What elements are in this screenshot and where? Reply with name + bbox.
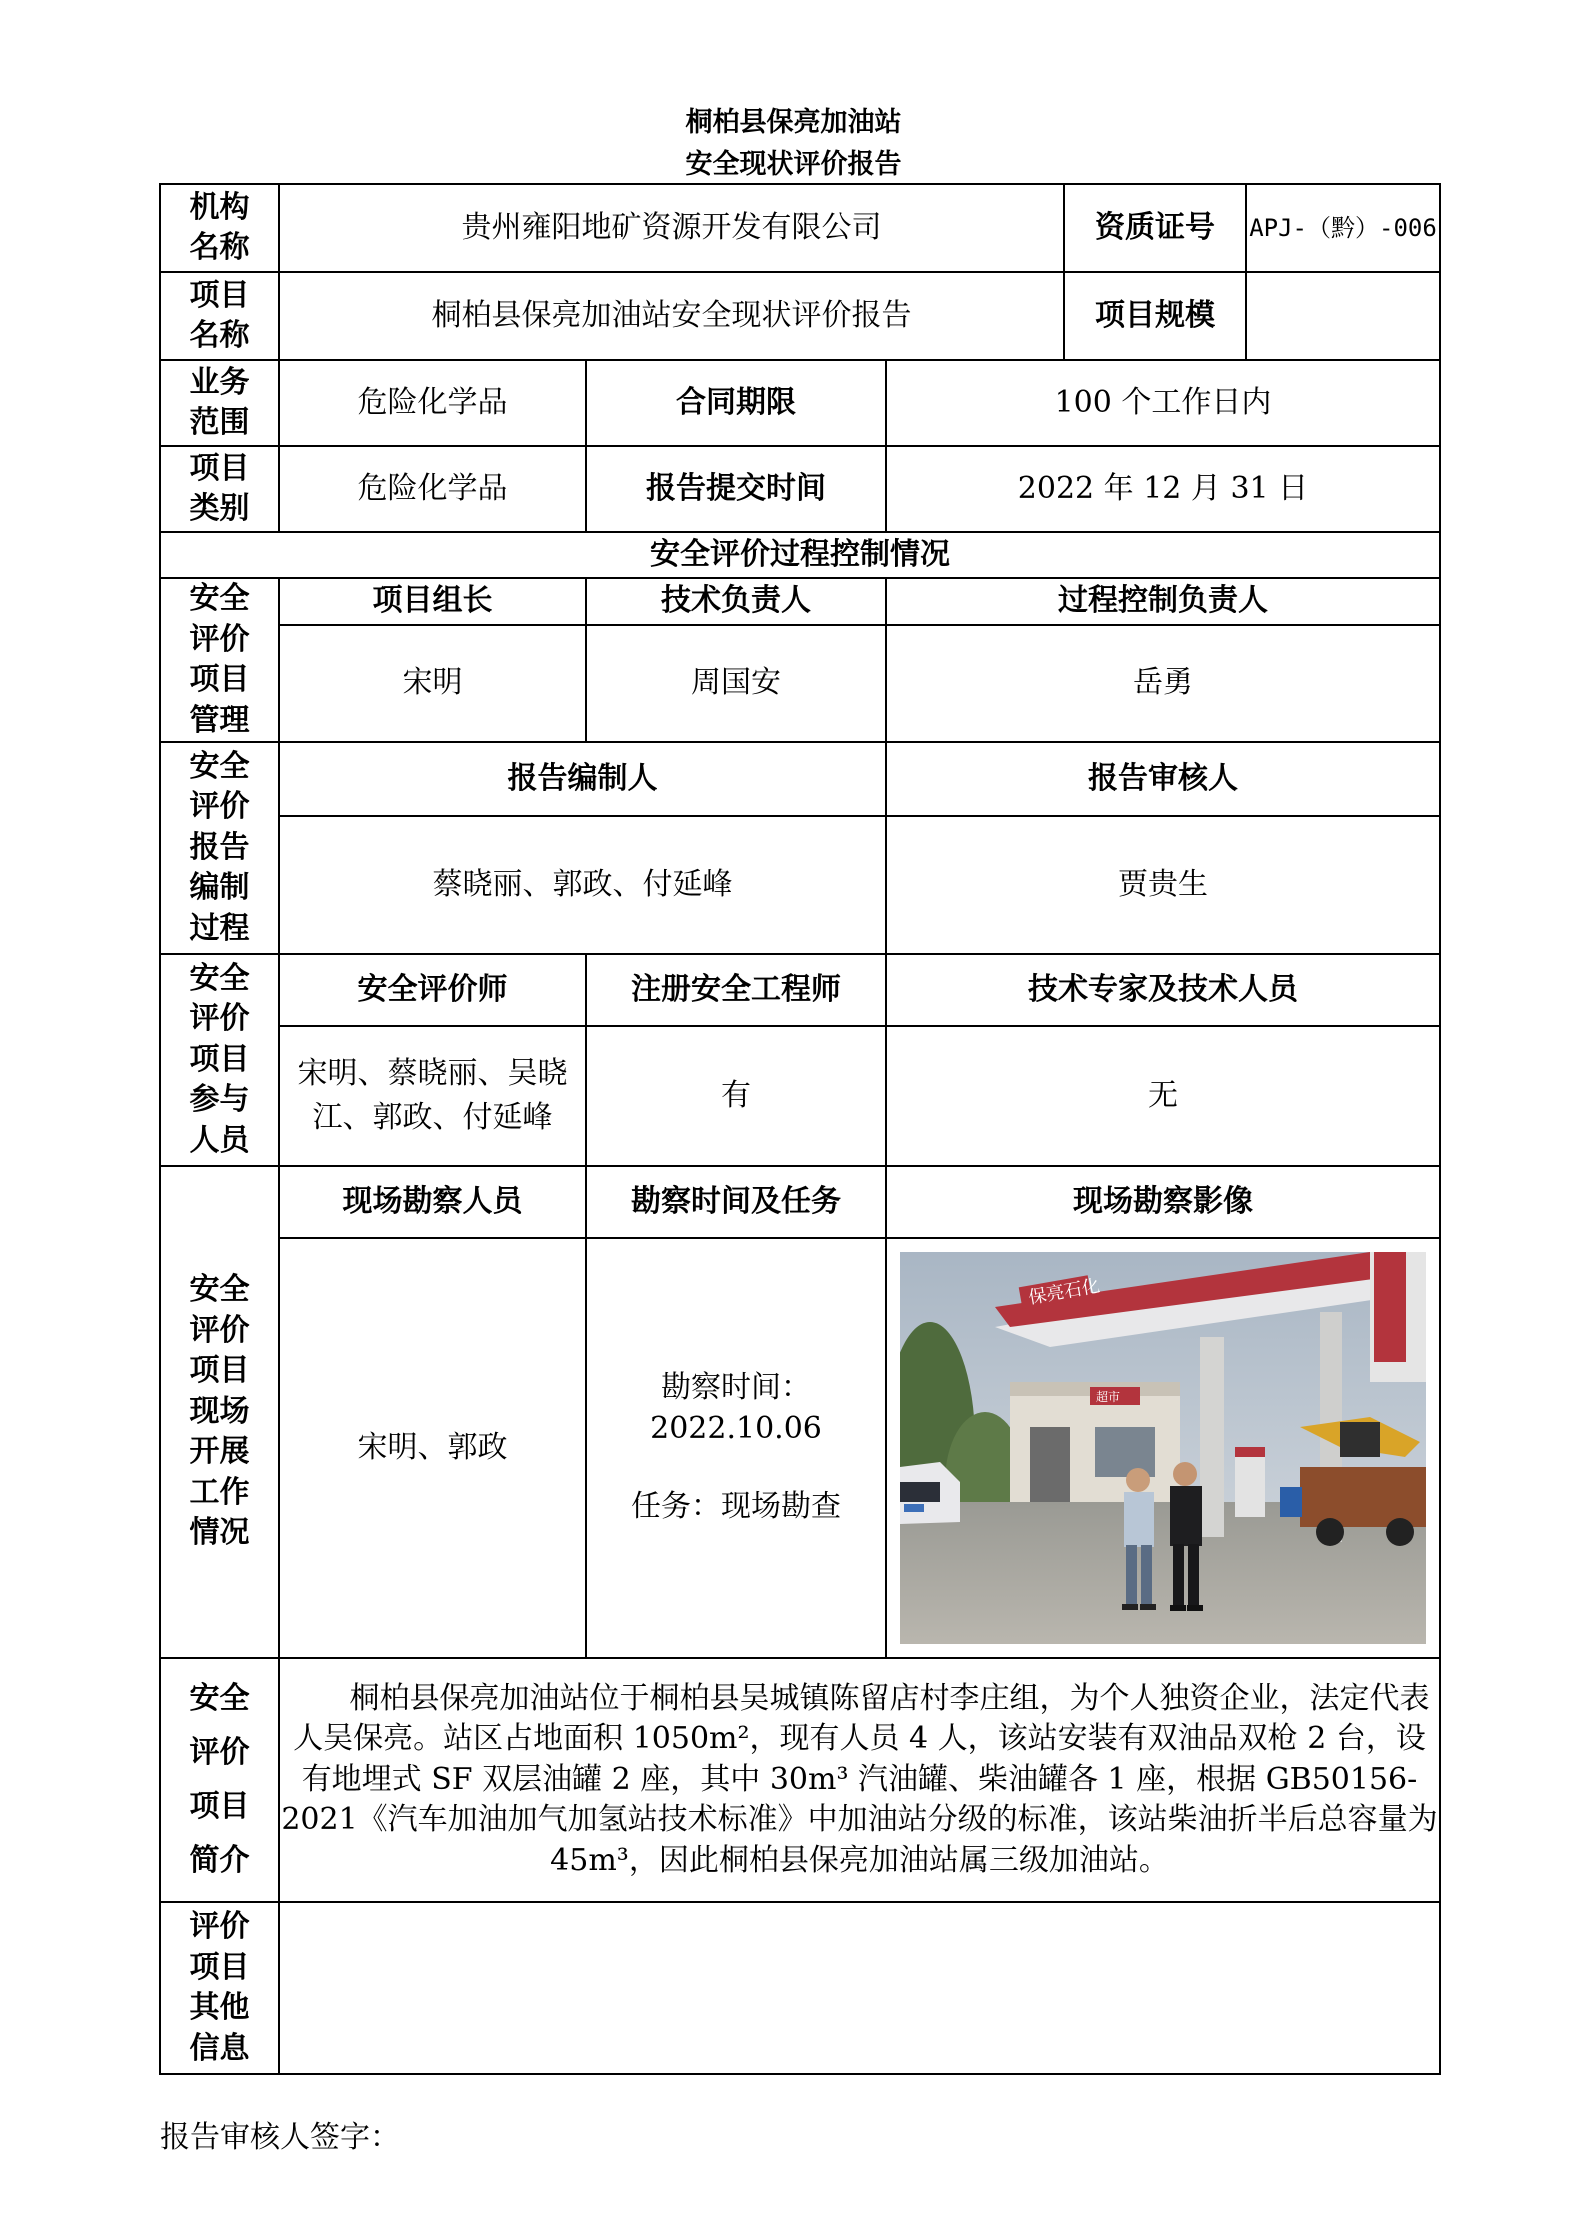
row-management-values xyxy=(160,625,1440,742)
gas-station-photo xyxy=(900,1252,1426,1644)
label-business: 业务 范围 xyxy=(160,360,279,446)
survey-time: 勘察时间：2022.10.06 xyxy=(650,1370,822,1446)
head-tech: 技术负责人 xyxy=(586,578,886,625)
label-site: 安全 评价 项目 现场 开展 工作 情况 xyxy=(160,1166,279,1658)
value-project: 桐柏县保亮加油站安全现状评价报告 xyxy=(279,272,1064,360)
value-category: 危险化学品 xyxy=(279,446,586,532)
site-photo-cell xyxy=(886,1238,1440,1658)
value-survey-info xyxy=(586,1238,886,1658)
row-org xyxy=(160,184,1440,272)
label-project: 项目 名称 xyxy=(160,272,279,360)
label-scale: 项目规模 xyxy=(1065,273,1247,359)
row-compile-values xyxy=(160,816,1440,954)
value-reviewer: 贾贵生 xyxy=(886,816,1440,954)
row-project xyxy=(160,272,1440,360)
value-engineer: 有 xyxy=(586,1026,886,1166)
value-compiler: 蔡晓丽、郭政、付延峰 xyxy=(279,816,886,954)
value-scale xyxy=(1247,273,1439,359)
head-experts: 技术专家及技术人员 xyxy=(886,954,1440,1026)
value-process: 岳勇 xyxy=(886,625,1440,742)
head-engineer: 注册安全工程师 xyxy=(586,954,886,1026)
row-management-head xyxy=(160,578,1440,625)
signature-label: 报告审核人签字： xyxy=(160,2120,400,2155)
head-surveyors: 现场勘察人员 xyxy=(279,1166,586,1238)
row-intro xyxy=(160,1658,1440,1902)
value-intro: 桐柏县保亮加油站位于桐柏县吴城镇陈留店村李庄组，为个人独资企业，法定代表人吴保亮。站区占地面积 1050m²，现有人员 4 人，该站安装有双油品双枪 2 台，设有地埋式 SF 双层油罐 2 座，其中 30m³ 汽油罐、柴油罐各 1 座，根据 GB50156-2021《汽车加油加气加氢站技术标准》中加油站分级的标准，该站柴油折半后总容量为 45m³，因此桐柏县保亮加油站属三级加油站。 xyxy=(279,1658,1440,1902)
label-contract: 合同期限 xyxy=(586,360,886,446)
survey-task: 任务：现场勘查 xyxy=(631,1489,841,1525)
label-participants: 安全 评价 项目 参与 人员 xyxy=(160,954,279,1166)
value-business: 危险化学品 xyxy=(279,360,586,446)
section-process-title: 安全评价过程控制情况 xyxy=(160,532,1440,578)
head-survey-photo: 现场勘察影像 xyxy=(886,1166,1440,1238)
label-intro: 安全 评价 项目 简介 xyxy=(160,1658,279,1902)
head-assessor: 安全评价师 xyxy=(279,954,586,1026)
shop-sign: 超市 xyxy=(1096,1390,1121,1404)
label-management: 安全 评价 项目 管理 xyxy=(160,578,279,742)
value-contract: 100 个工作日内 xyxy=(886,360,1440,446)
label-category: 项目 类别 xyxy=(160,446,279,532)
row-participants-values xyxy=(160,1026,1440,1166)
document-title: 桐柏县保亮加油站 xyxy=(685,107,902,138)
value-org: 贵州雍阳地矿资源开发有限公司 xyxy=(279,184,1064,272)
document-subtitle: 安全现状评价报告 xyxy=(685,149,902,180)
head-survey-time: 勘察时间及任务 xyxy=(586,1166,886,1238)
value-surveyors: 宋明、郭政 xyxy=(279,1238,586,1658)
site-photo xyxy=(900,1252,1426,1644)
canopy-sign: 保亮石化 xyxy=(1026,1275,1102,1309)
row-business xyxy=(160,360,1440,446)
value-other xyxy=(279,1902,1440,2074)
row-site-values xyxy=(160,1238,1440,1658)
label-cert: 资质证号 xyxy=(1065,185,1247,271)
head-process: 过程控制负责人 xyxy=(886,578,1440,625)
row-process-title xyxy=(160,532,1440,578)
row-participants-head xyxy=(160,954,1440,1026)
row-category xyxy=(160,446,1440,532)
head-reviewer: 报告审核人 xyxy=(886,742,1440,816)
label-org: 机构 名称 xyxy=(160,184,279,272)
value-tech: 周国安 xyxy=(586,625,886,742)
value-cert: APJ-（黔）-006 xyxy=(1249,213,1437,242)
label-submit: 报告提交时间 xyxy=(586,446,886,532)
head-leader: 项目组长 xyxy=(279,578,586,625)
row-compile-head xyxy=(160,742,1440,816)
head-compiler: 报告编制人 xyxy=(279,742,886,816)
value-assessor: 宋明、蔡晓丽、吴晓江、郭政、付延峰 xyxy=(279,1026,586,1166)
row-site-head xyxy=(160,1166,1440,1238)
report-table xyxy=(159,183,1441,2075)
label-other: 评价 项目 其他 信息 xyxy=(160,1902,279,2074)
row-other xyxy=(160,1902,1440,2074)
label-compile: 安全 评价 报告 编制 过程 xyxy=(160,742,279,954)
value-experts: 无 xyxy=(886,1026,1440,1166)
value-leader: 宋明 xyxy=(279,625,586,742)
value-submit: 2022 年 12 月 31 日 xyxy=(886,446,1440,532)
